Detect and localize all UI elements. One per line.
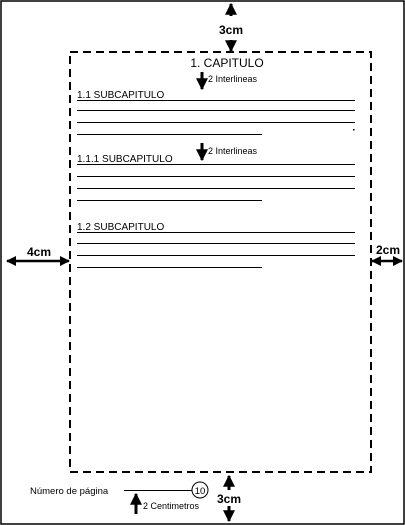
- section-1-1-text-lines: [77, 101, 355, 135]
- section-heading-1-1: 1.1 SUBCAPITULO: [77, 90, 165, 101]
- subsection-spacing-note: 2 Interlineas: [208, 146, 258, 156]
- bottom-margin-label: 3cm: [216, 492, 242, 506]
- bottom-margin-indicator: [217, 476, 241, 521]
- left-margin-label: 4cm: [26, 245, 52, 259]
- chapter-spacing-note: 2 Interlineas: [208, 74, 258, 84]
- right-margin-indicator: [372, 243, 402, 261]
- section-1-1-1-text-lines: [77, 165, 355, 201]
- top-margin-indicator: [219, 4, 243, 51]
- page-number-label: Número de página: [30, 486, 109, 497]
- section-1-2-text-lines: [77, 233, 355, 268]
- top-margin-label: 3cm: [218, 23, 244, 37]
- section-heading-1-2: 1.2 SUBCAPITULO: [77, 222, 165, 233]
- page-number-distance-note: 2 Centimetros: [143, 501, 200, 511]
- stray-dot: [353, 129, 355, 131]
- text-area-dashed-border: [70, 52, 371, 472]
- page-number-value: 10: [194, 486, 206, 497]
- left-margin-indicator: [7, 245, 69, 261]
- section-heading-1-1-1: 1.1.1 SUBCAPITULO: [77, 154, 173, 165]
- chapter-title: 1. CAPITULO: [190, 56, 264, 70]
- right-margin-label: 2cm: [375, 243, 401, 257]
